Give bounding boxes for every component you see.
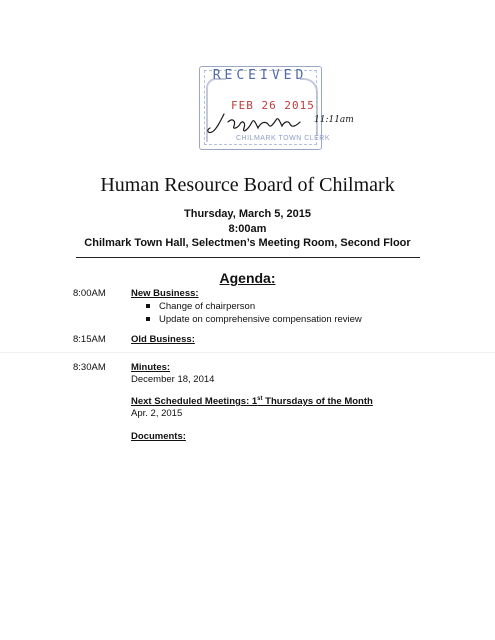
next-meeting-date: Apr. 2, 2015: [131, 408, 183, 419]
stamp-date: FEB 26 2015: [231, 99, 315, 112]
list-item: [146, 300, 362, 313]
agenda-heading: Agenda:: [219, 270, 276, 286]
bullet-square-icon: [146, 317, 150, 321]
agenda-section-minutes: Minutes:: [131, 362, 171, 373]
board-title: Human Resource Board of Chilmark: [100, 174, 395, 196]
list-item-text: Update on comprehensive compensation review: [159, 314, 362, 325]
next-meetings-suffix: Thursdays of the Month: [262, 396, 373, 408]
meeting-time: 8:00am: [228, 223, 267, 235]
agenda-section-new-business: New Business:: [131, 288, 199, 299]
meeting-date: Thursday, March 5, 2015: [184, 208, 311, 220]
agenda-time-minutes: 8:30AM: [73, 362, 106, 373]
bullet-square-icon: [146, 304, 150, 308]
signature-stroke: [208, 114, 300, 133]
minutes-date: December 18, 2014: [131, 374, 215, 385]
agenda-time-new-business: 8:00AM: [73, 288, 106, 299]
next-meetings-prefix: Next Scheduled Meetings: 1: [131, 396, 258, 408]
scan-artifact-line: [0, 352, 495, 353]
stamp-received-text: RECEIVED: [212, 68, 308, 83]
new-business-list: [146, 300, 362, 326]
list-item: [146, 313, 362, 326]
documents-heading: Documents:: [131, 431, 186, 442]
next-meetings-ordinal: st: [257, 396, 263, 402]
list-item-text: Change of chairperson: [159, 301, 256, 312]
next-meetings-heading: [131, 396, 373, 407]
clerk-signature: [206, 108, 366, 140]
header-divider: [76, 257, 420, 258]
meeting-location: Chilmark Town Hall, Selectmen’s Meeting Room, Second Floor: [84, 237, 411, 249]
agenda-time-old-business: 8:15AM: [73, 334, 106, 345]
signature-time-note: 11:11am: [314, 115, 354, 125]
stamp-clerk-text: CHILMARK TOWN CLERK: [236, 135, 331, 142]
agenda-section-old-business: Old Business:: [131, 334, 195, 345]
